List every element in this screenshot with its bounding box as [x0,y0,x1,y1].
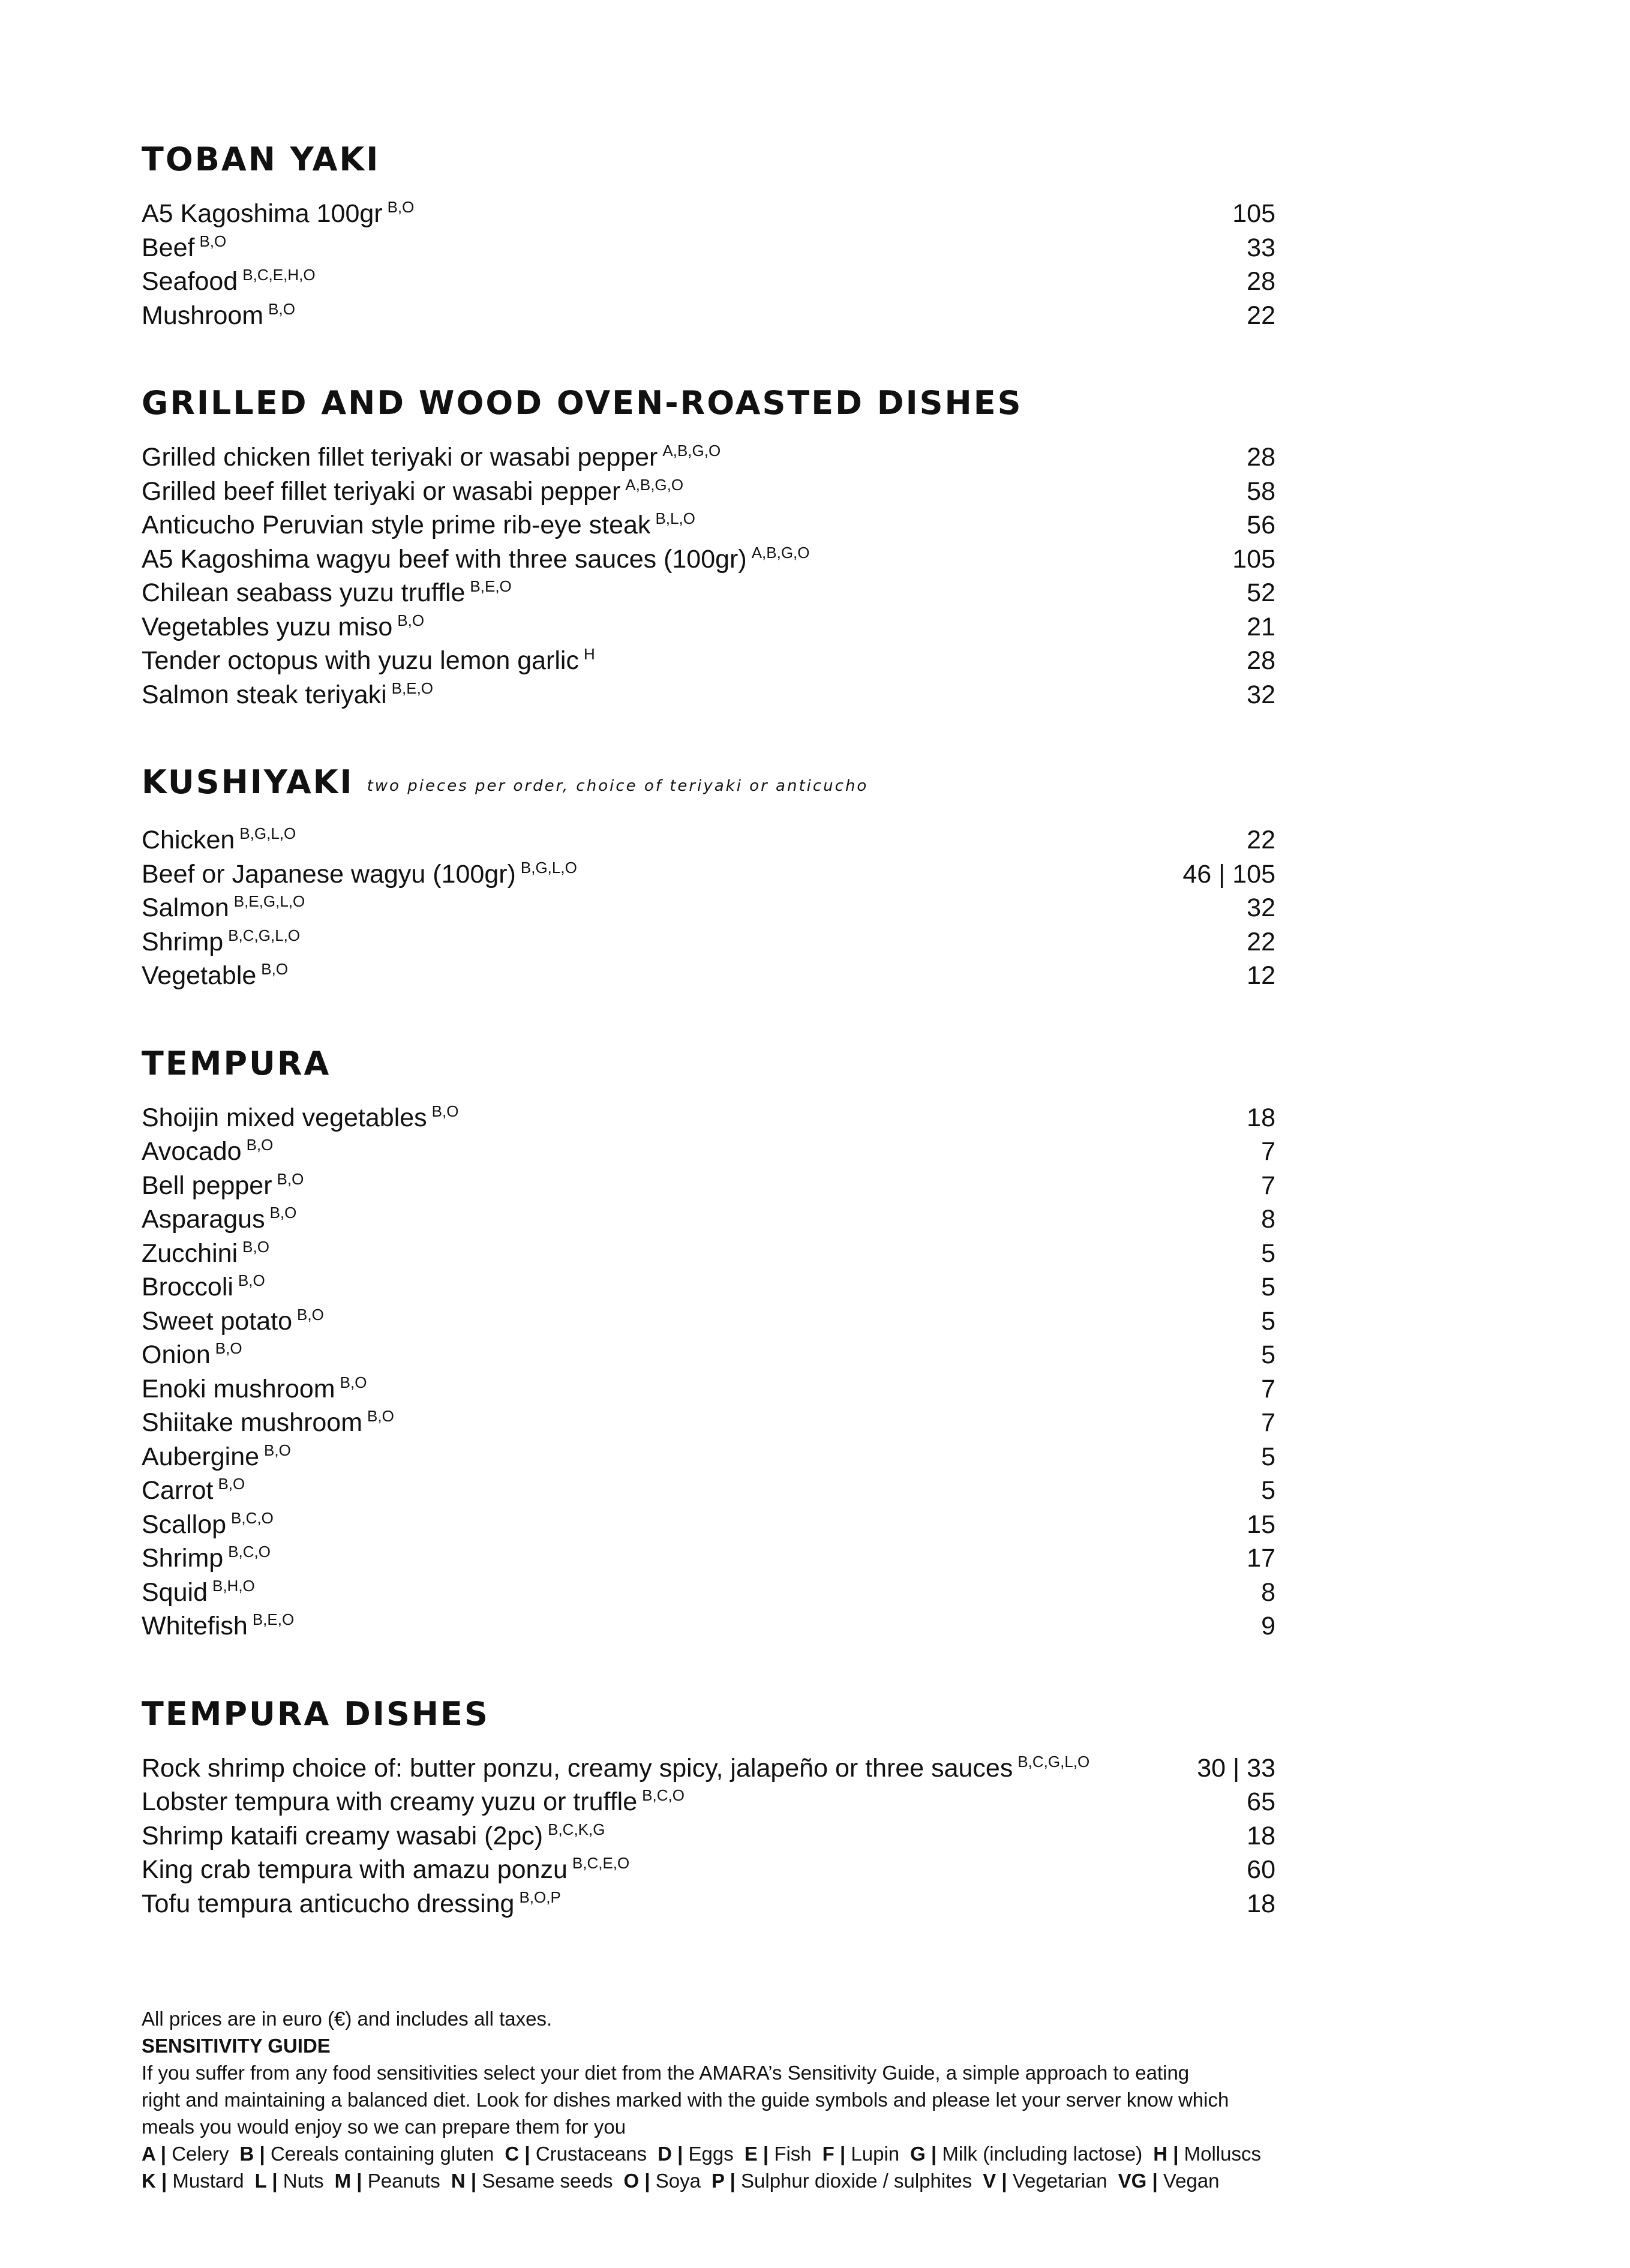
allergen-codes: B,O [297,1305,324,1324]
menu-item-name-text: Grilled chicken fillet teriyaki or wasabi pepper [142,443,658,472]
menu-item-name [142,1372,367,1406]
menu-item-name-text: Onion [142,1340,211,1369]
allergen-codes: B,O [246,1136,274,1154]
menu-item-price: 60 [1247,1855,1275,1884]
menu-item-name-text: A5 Kagoshima wagyu beef with three sauces (100gr) [142,544,747,574]
allergen-separator: | [757,2143,775,2165]
menu-item-name-text: Tofu tempura anticucho dressing [142,1889,515,1918]
menu-item-name [142,542,810,577]
allergen-codes: B,E,O [252,1610,295,1628]
menu-item-price: 28 [1247,443,1275,472]
allergen-legend-entry [240,2143,494,2165]
allergen-legend-entry [658,2143,734,2165]
menu-item [142,1270,1275,1304]
menu-item-price: 17 [1247,1544,1275,1573]
menu-item [142,1101,1275,1135]
menu-item [142,1853,1275,1887]
allergen-legend-entry [822,2143,900,2165]
menu-item [142,231,1275,265]
menu-item-name-text: Broccoli [142,1273,233,1301]
section-title [142,382,1275,425]
menu-item [142,610,1275,644]
menu-item-price: 105 [1232,544,1275,574]
menu-item-price: 105 [1232,199,1275,228]
allergen-label: Vegetarian [1012,2170,1107,2192]
menu-item-name [142,576,512,610]
menu-item-price: 58 [1247,476,1275,506]
allergen-code: V [983,2170,996,2192]
allergen-codes: A,B,G,O [625,475,684,494]
allergen-codes: B,O [199,232,227,250]
allergen-codes: B,C,O [231,1508,274,1527]
allergen-legend-entry [745,2143,812,2165]
allergen-codes: B,O [367,1407,394,1425]
menu-item-price: 18 [1247,1103,1275,1132]
menu-item [142,959,1275,993]
allergen-code: K [142,2170,156,2192]
allergen-codes: A,B,G,O [662,442,721,460]
allergen-codes: B,C,E,H,O [242,266,316,284]
menu-item-name [142,1169,304,1203]
allergen-codes: B,H,O [212,1576,255,1595]
allergen-codes: B,O [242,1237,269,1256]
menu-item-name-text: Mushroom [142,301,264,330]
allergen-code: C [505,2143,520,2165]
menu-item-name [142,1406,394,1440]
menu-item [142,1474,1275,1508]
menu-item [142,857,1275,892]
allergen-separator: | [996,2170,1013,2192]
menu-item-name-text: Lobster tempura with creamy yuzu or truffle [142,1787,638,1816]
menu-item-price: 28 [1247,646,1275,675]
menu-item-price: 18 [1247,1889,1275,1918]
menu-item-name-text: Squid [142,1577,208,1607]
menu-item-name-text: Shrimp [142,927,224,956]
menu-item-list [142,197,1275,332]
menu-item-name-text: Vegetables yuzu miso [142,612,393,641]
allergen-codes: B,O [268,299,295,318]
allergen-code: N [451,2170,466,2192]
menu-item-name [142,925,300,959]
allergen-separator: | [155,2143,172,2165]
menu-item [142,475,1275,509]
menu-item [142,1304,1275,1339]
menu-item-name-text: Vegetable [142,961,257,990]
menu-item-price: 56 [1247,511,1275,539]
allergen-codes: B,G,L,O [520,858,577,877]
menu-item [142,1887,1275,1921]
menu-section [142,761,1275,993]
allergen-codes: B,E,O [470,577,512,595]
allergen-label: Fish [774,2143,812,2165]
menu-item [142,542,1275,577]
menu-item-list [142,440,1275,712]
allergen-label: Celery [172,2143,229,2165]
menu-item-price: 5 [1261,1273,1275,1301]
menu-item-name-text: Chilean seabass yuzu truffle [142,578,466,607]
menu-item-name-text: Tender octopus with yuzu lemon garlic [142,646,579,675]
menu-item [142,1406,1275,1440]
allergen-label: Sulphur dioxide / sulphites [741,2170,972,2192]
section-spacer [142,712,1275,761]
menu-item-list [142,1751,1275,1921]
allergen-codes: B,C,K,G [548,1820,605,1838]
menu-item [142,1785,1275,1819]
menu-item-name-text: A5 Kagoshima 100gr [142,199,383,228]
allergen-codes: B,O [387,198,415,216]
menu-item-name-text: Sweet potato [142,1306,293,1336]
sensitivity-guide-text-1: If you suffer from any food sensitivities select your diet from the AMARA’s Sensitivity Guide, a simple approach to eating [142,2062,1190,2084]
section-title-text: TEMPURA [142,1044,331,1082]
allergen-label: Soya [655,2170,701,2192]
allergen-code: D [658,2143,672,2165]
menu-item-name [142,1887,561,1921]
allergen-legend-entry [910,2143,1142,2165]
menu-item-price: 32 [1247,680,1275,709]
allergen-label: Peanuts [367,2170,440,2192]
allergen-code: O [623,2170,640,2192]
menu-item-name [142,1751,1089,1786]
menu-item-name-text: Rock shrimp choice of: butter ponzu, creamy spicy, jalapeño or three sauces [142,1753,1013,1783]
allergen-codes: B,O [397,611,425,629]
allergen-codes: B,O [340,1373,367,1391]
allergen-code: H [1153,2143,1168,2165]
menu-item-price: 7 [1261,1137,1275,1166]
menu-item [142,576,1275,610]
menu-item [142,1576,1275,1610]
sensitivity-guide-title: SENSITIVITY GUIDE [142,2035,331,2057]
menu-item [142,1338,1275,1372]
allergen-separator: | [351,2170,368,2192]
menu-item-name [142,1609,294,1643]
allergen-legend-entry [335,2170,440,2192]
menu-item-name [142,440,721,475]
menu-item-price: 32 [1247,893,1275,922]
allergen-separator: | [925,2143,942,2165]
menu-item [142,299,1275,333]
menu-item-name [142,891,305,925]
menu-item-name-text: Shoijin mixed vegetables [142,1103,427,1132]
menu-item [142,1541,1275,1576]
allergen-code: E [744,2143,758,2165]
menu-item-price: 5 [1261,1340,1275,1369]
menu-item-price: 5 [1261,1442,1275,1471]
allergen-codes: B,C,O [228,1543,271,1561]
menu-item-price: 46 | 105 [1182,859,1275,889]
menu-item-name-text: Avocado [142,1137,242,1166]
menu-item [142,197,1275,231]
menu-item [142,678,1275,712]
menu-item-name-text: Salmon steak teriyaki [142,680,387,709]
allergen-label: Milk (including lactose) [942,2143,1143,2165]
allergen-separator: | [639,2170,656,2192]
menu-item-list [142,1101,1275,1643]
menu-item-price: 30 | 33 [1197,1753,1275,1783]
allergen-code: B [239,2143,254,2165]
menu-item-name-text: Whitefish [142,1612,248,1640]
allergen-label: Crustaceans [535,2143,647,2165]
menu-item-name [142,1440,291,1474]
section-title [142,1042,1275,1085]
menu-item-name [142,1508,274,1542]
menu-section [142,138,1275,332]
allergen-codes: B,E,O [391,679,434,697]
menu-item-name [142,1270,265,1304]
menu-item-price: 22 [1247,301,1275,330]
menu-item [142,440,1275,475]
menu-item-name-text: Enoki mushroom [142,1374,335,1403]
menu-item [142,1819,1275,1853]
allergen-legend-entry [1153,2143,1261,2165]
menu-item-name [142,475,683,509]
menu-item-price: 18 [1247,1821,1275,1850]
menu-item-name-text: Chicken [142,826,235,854]
allergen-legend-entry [624,2170,701,2192]
menu-item [142,1135,1275,1169]
allergen-codes: B,C,E,O [572,1854,630,1872]
allergen-legend-entry [983,2170,1107,2192]
menu-item-name [142,1304,324,1339]
allergen-codes: B,C,O [642,1786,685,1804]
menu-item-price: 22 [1247,927,1275,956]
menu-item-price: 12 [1247,961,1275,990]
menu-item-name-text: Scallop [142,1510,227,1539]
menu-item-price: 65 [1247,1787,1275,1816]
prices-note: All prices are in euro (€) and includes all taxes. [142,2008,553,2030]
allergen-label: Vegan [1163,2170,1220,2192]
menu-item-name-text: Salmon [142,893,229,922]
allergen-codes: B,L,O [655,509,695,527]
section-spacer [142,1643,1275,1693]
section-spacer [142,332,1275,382]
allergen-legend-entry [451,2170,613,2192]
allergen-codes: B,O [264,1441,291,1459]
allergen-code: VG [1118,2170,1147,2192]
allergen-separator: | [266,2170,283,2192]
allergen-codes: B,G,L,O [239,824,296,842]
allergen-separator: | [465,2170,482,2192]
menu-item-price: 7 [1261,1171,1275,1200]
menu-item-name [142,1135,273,1169]
allergen-label: Lupin [851,2143,900,2165]
allergen-codes: B,O [238,1271,265,1289]
menu-item-price: 28 [1247,267,1275,296]
menu-footer [142,2005,1461,2194]
allergen-codes: B,C,G,L,O [228,926,301,944]
menu-item-name-text: King crab tempura with amazu ponzu [142,1855,568,1884]
menu-item [142,1508,1275,1542]
allergen-codes: B,O [277,1169,304,1188]
menu-item-name [142,1853,629,1887]
allergen-code: P [712,2170,725,2192]
menu-item [142,1202,1275,1237]
menu-item-name-text: Asparagus [142,1205,265,1234]
allergen-label: Eggs [688,2143,734,2165]
menu-item-name [142,1474,245,1508]
menu-section [142,1042,1275,1643]
menu-item [142,644,1275,678]
menu-item-name [142,231,226,265]
menu-item [142,1751,1275,1786]
menu-item [142,1440,1275,1474]
allergen-legend-entry [255,2170,324,2192]
section-title [142,138,1275,181]
menu-item [142,1372,1275,1406]
section-title [142,1693,1275,1736]
menu-item-name [142,1785,685,1819]
menu-item-name-text: Grilled beef fillet teriyaki or wasabi pepper [142,476,621,506]
menu-item-name [142,1237,269,1271]
menu-item [142,925,1275,959]
menu-item-name-text: Seafood [142,267,238,296]
menu-item-name [142,823,296,857]
allergen-separator: | [671,2143,689,2165]
menu-item-price: 52 [1247,578,1275,607]
allergen-separator: | [724,2170,741,2192]
menu-item-name [142,857,577,892]
allergen-separator: | [834,2143,851,2165]
menu-page [142,138,1275,1921]
allergen-separator: | [254,2143,271,2165]
menu-item-name-text: Shrimp [142,1544,224,1573]
menu-item-price: 21 [1247,612,1275,641]
menu-item-name [142,197,414,231]
menu-item-price: 15 [1247,1510,1275,1539]
menu-item-price: 5 [1261,1238,1275,1268]
menu-item [142,1237,1275,1271]
menu-item-price: 9 [1261,1612,1275,1640]
menu-item-price: 33 [1247,233,1275,262]
menu-item-price: 8 [1261,1577,1275,1607]
menu-section [142,382,1275,712]
allergen-label: Cereals containing gluten [270,2143,494,2165]
allergen-separator: | [519,2143,536,2165]
menu-item-price: 5 [1261,1476,1275,1505]
allergen-legend-entry [505,2143,647,2165]
allergen-legend-entry [142,2170,244,2192]
menu-item-price: 8 [1261,1205,1275,1234]
allergen-codes: B,O,P [519,1888,561,1906]
allergen-codes: B,E,G,L,O [233,892,305,910]
menu-item-price: 7 [1261,1408,1275,1437]
allergen-label: Nuts [283,2170,324,2192]
menu-item-name [142,1819,605,1853]
allergen-codes: H [583,645,595,663]
allergen-legend-entry [712,2170,972,2192]
menu-item [142,265,1275,299]
menu-sections [142,138,1275,1921]
allergen-legend-entry [142,2143,229,2165]
allergen-codes: B,O [261,960,289,978]
menu-item-name [142,959,288,993]
allergen-legend-line-2 [142,2167,1461,2194]
sensitivity-guide-text-3: meals you would enjoy so we can prepare them for you [142,2116,626,2138]
menu-item-name-text: Bell pepper [142,1171,272,1200]
menu-item-name-text: Anticucho Peruvian style prime rib-eye steak [142,511,651,539]
section-title-text: TEMPURA DISHES [142,1694,490,1733]
allergen-codes: A,B,G,O [751,543,810,562]
allergen-code: L [254,2170,267,2192]
menu-item-name [142,1541,271,1576]
menu-item-price: 22 [1247,826,1275,854]
section-title-text: TOBAN YAKI [142,140,380,178]
allergen-legend-line-1 [142,2140,1461,2167]
menu-section [142,1693,1275,1921]
section-title-text: KUSHIYAKI [142,763,354,801]
allergen-label: Sesame seeds [482,2170,613,2192]
allergen-separator: | [1146,2170,1163,2192]
section-title [142,761,1275,808]
sensitivity-guide-text-2: right and maintaining a balanced diet. Look for dishes marked with the guide symbols and please let your server know which [142,2089,1229,2111]
allergen-codes: B,O [215,1339,242,1357]
menu-item-name-text: Beef [142,233,195,262]
menu-item [142,891,1275,925]
menu-item-name [142,1202,296,1237]
allergen-codes: B,O [218,1475,245,1493]
menu-item-name-text: Carrot [142,1476,214,1505]
allergen-code: F [822,2143,834,2165]
menu-item [142,823,1275,857]
allergen-separator: | [1167,2143,1184,2165]
menu-item-price: 7 [1261,1374,1275,1403]
allergen-codes: B,O [431,1102,459,1120]
menu-item-name [142,1338,242,1372]
allergen-codes: B,O [269,1204,297,1222]
menu-item-name-text: Zucchini [142,1238,238,1268]
allergen-label: Molluscs [1184,2143,1261,2165]
menu-item-price: 5 [1261,1306,1275,1336]
section-note: two pieces per order, choice of teriyaki or anticucho [367,777,869,795]
allergen-legend-entry [1118,2170,1220,2192]
menu-item-name [142,299,295,333]
menu-item-name-text: Aubergine [142,1442,260,1471]
allergen-code: A [142,2143,155,2165]
menu-item [142,1169,1275,1203]
allergen-code: M [334,2170,352,2192]
menu-item [142,508,1275,542]
menu-item-name-text: Beef or Japanese wagyu (100gr) [142,859,516,889]
menu-item-name [142,610,424,644]
menu-item [142,1609,1275,1643]
allergen-code: G [910,2143,926,2165]
menu-item-name [142,265,316,299]
menu-item-name-text: Shrimp kataifi creamy wasabi (2pc) [142,1821,544,1850]
menu-item-name [142,1101,458,1135]
menu-item-name [142,508,695,542]
section-spacer [142,993,1275,1042]
allergen-codes: B,C,G,L,O [1017,1752,1090,1771]
menu-item-name [142,644,595,678]
menu-item-name [142,1576,255,1610]
allergen-label: Mustard [172,2170,244,2192]
menu-item-name [142,678,433,712]
allergen-separator: | [155,2170,173,2192]
section-title-text: GRILLED AND WOOD OVEN-ROASTED DISHES [142,384,1023,422]
menu-item-name-text: Shiitake mushroom [142,1408,363,1437]
menu-item-list [142,823,1275,993]
